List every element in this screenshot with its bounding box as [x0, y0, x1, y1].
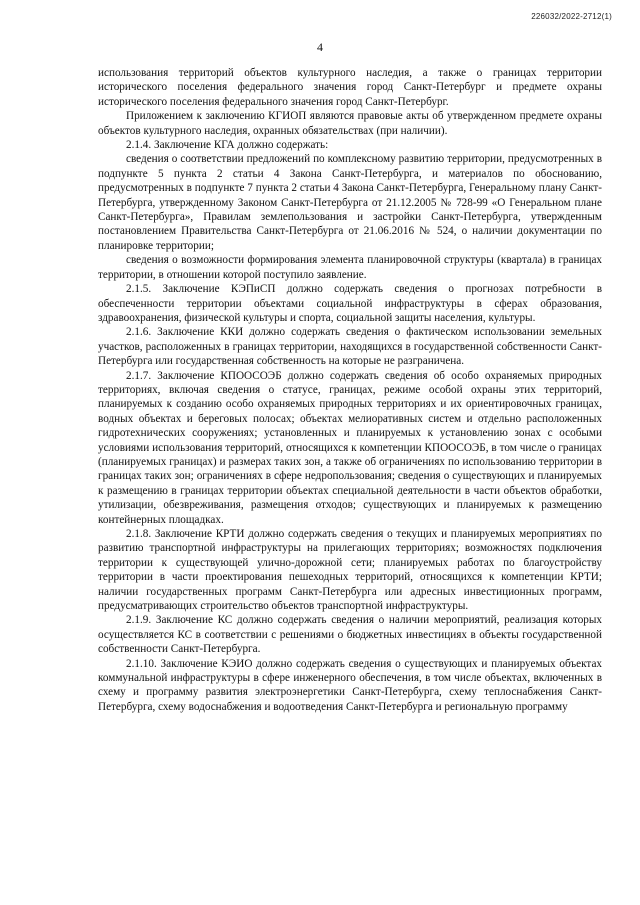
- paragraph-kga-quarter: сведения о возможности формирования элемента планировочной структуры (квартала) в границах территории, в отношении которой поступило заявление.: [98, 254, 602, 281]
- document-body: [98, 66, 602, 714]
- paragraph-2-1-9: 2.1.9. Заключение КС должно содержать сведения о наличии мероприятий, реализация которых осуществляется КС в соответствии с решениями о бюджетных инвестициях в объекты государственной собственности Санкт-Петербурга.: [98, 614, 602, 656]
- paragraph-kgiop-attachment: Приложением к заключению КГИОП являются правовые акты об утвержденном предмете охраны объектов культурного наследия, охранных обязательствах (при наличии).: [98, 110, 602, 137]
- page-number: 4: [317, 40, 323, 54]
- paragraph-2-1-10: 2.1.10. Заключение КЭИО должно содержать сведения о существующих и планируемых объектах коммунальной инфраструктуры в сфере инженерного обеспечения, в том числе объектах, включенных в схему и программу развития электроэнергетики Санкт-Петербурга, схему теплоснабжения Санкт-Петербурга, схему водоснабжения и водоотведения Санкт-Петербурга и региональную программу: [98, 657, 602, 713]
- paragraph-2-1-5: 2.1.5. Заключение КЭПиСП должно содержать сведения о прогнозах потребности в обеспеченности территории объектами социальной инфраструктуры в сферах образования, здравоохранения, физической культуры и спорта, социальной защиты населения, культуры.: [98, 283, 602, 324]
- paragraph-2-1-7: 2.1.7. Заключение КПООСОЭБ должно содержать сведения об особо охраняемых природных территориях, включая сведения о статусе, границах, режиме особой охраны этих территорий, планируемых к созданию особо охраняемых природных территориях и их ориентировочных границах, водных объектах и береговых полосах; объектах мелиоративных систем и отдельно расположенных гидротехнических сооружениях; установленных и планируемых к установлению зонах с особыми условиями использования территорий, относящихся к компетенции КПООСОЭБ, в том числе о границах (планируемых границах) и размерах таких зон, а также об ограничениях по использованию территории в границах таких зон; ограничениях в сфере недропользования; сведения о существующих и планируемых к размещению в границах территории объектах специальной деятельности в части объектов обработки, утилизации, обезвреживания, размещения отходов; существующих и планируемых к размещению контейнерных площадках.: [98, 369, 602, 526]
- document-number: 226032/2022-2712(1): [531, 12, 612, 21]
- paragraph-2-1-8: 2.1.8. Заключение КРТИ должно содержать сведения о текущих и планируемых мероприятиях по развитию транспортной инфраструктуры на прилегающих территориях; возможностях подключения территории к существующей улично-дорожной сети; планируемых работах по благоустройству территории в части проектирования пешеходных территорий, относящихся к компетенции КРТИ; наличии государственных программ Санкт-Петербурга или адресных инвестиционных программ, предусматривающих строительство объектов транспортной инфраструктуры.: [98, 528, 602, 613]
- paragraph-2-1-6: 2.1.6. Заключение ККИ должно содержать сведения о фактическом использовании земельных участков, расположенных в границах территории, находящихся в государственной собственности Санкт-Петербурга или государственная собственность на которые не разграничена.: [98, 326, 602, 368]
- paragraph-kga-compliance: сведения о соответствии предложений по комплексному развитию территории, предусмотренных в подпункте 5 пункта 2 статьи 4 Закона Санкт-Петербурга, и материалов по обоснованию, предусмотренных в подпункте 7 пункта 2 статьи 4 Закона Санкт-Петербурга, Генеральному плану Санкт-Петербурга, утвержденному Законом Санкт-Петербурга от 21.12.2005 № 728-99 «О Генеральном плане Санкт-Петербурга», Правилам землепользования и застройки Санкт-Петербурга, утвержденным постановлением Правительства Санкт-Петербурга от 21.06.2016 № 524, о наличии документации по планировке территории;: [98, 153, 602, 252]
- paragraph-continuation: использования территорий объектов культурного наследия, а также о границах территории исторического поселения федерального значения город Санкт-Петербург и предмете охраны исторического поселения федерального значения город Санкт-Петербург.: [98, 67, 602, 108]
- paragraph-2-1-4: 2.1.4. Заключение КГА должно содержать:: [126, 139, 329, 152]
